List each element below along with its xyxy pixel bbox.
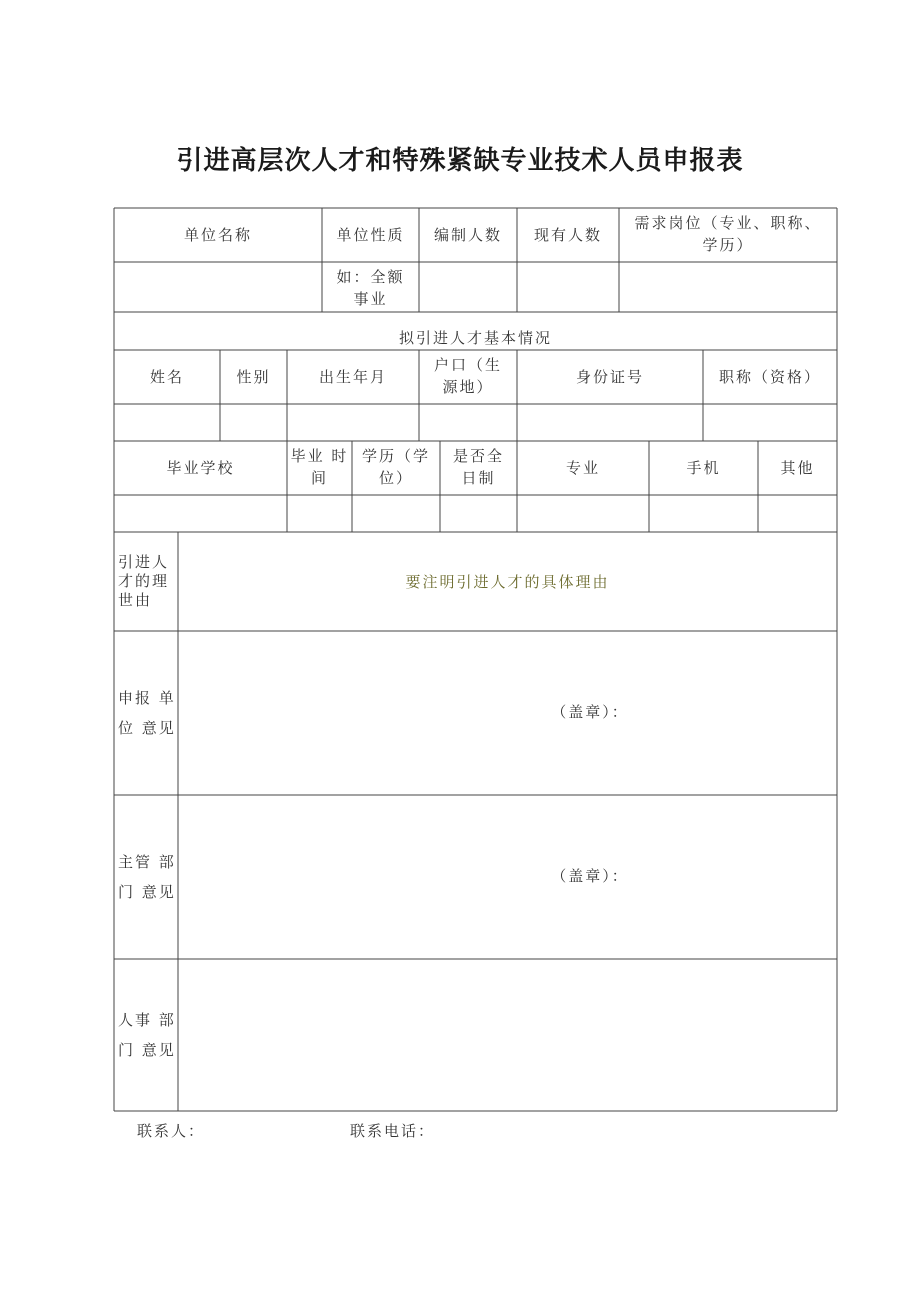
hr-opinion-label: 人事 部门 意见 [118, 1011, 176, 1059]
form-title: 引进高层次人才和特殊紧缺专业技术人员申报表 [176, 146, 744, 176]
supervisor-opinion-label: 主管 部门 意见 [118, 853, 176, 901]
graduation-time-header: 毕业 时间 [290, 447, 349, 487]
birth-header: 出生年月 [318, 368, 387, 386]
major-header: 专业 [565, 459, 600, 477]
name-header: 姓名 [149, 368, 184, 386]
degree-header: 学历（学位） [361, 447, 430, 487]
full-time-header: 是否全日制 [452, 447, 504, 487]
reason-note: 要注明引进人才的具体理由 [405, 572, 610, 591]
gender-header: 性别 [236, 368, 271, 386]
applicant-opinion-label: 申报 单位 意见 [118, 689, 176, 737]
applicant-seal: （盖章）： [551, 703, 629, 721]
reason-label: 引进人才的理世由 [118, 553, 170, 609]
school-header: 毕业学校 [166, 459, 235, 477]
hukou-header: 户口（生 源地） [433, 356, 502, 396]
title-qualification-header: 职称（资格） [718, 368, 821, 386]
unit-nature-example: 如：全额 事业 [336, 268, 405, 308]
current-staff-header: 现有人数 [533, 226, 602, 244]
phone-header: 手机 [686, 459, 721, 477]
contact-person-label: 联系人： [137, 1122, 206, 1140]
staffing-header: 编制人数 [433, 226, 502, 244]
demand-post-header: 需求岗位（专业、职称、 学历） [634, 214, 822, 254]
unit-nature-header: 单位性质 [336, 226, 405, 244]
id-number-header: 身份证号 [575, 368, 644, 386]
other-header: 其他 [780, 459, 815, 477]
supervisor-seal: （盖章）： [551, 867, 629, 885]
unit-name-header: 单位名称 [183, 226, 252, 244]
section-header: 拟引进人才基本情况 [398, 329, 552, 347]
contact-phone-label: 联系电话： [350, 1122, 436, 1140]
